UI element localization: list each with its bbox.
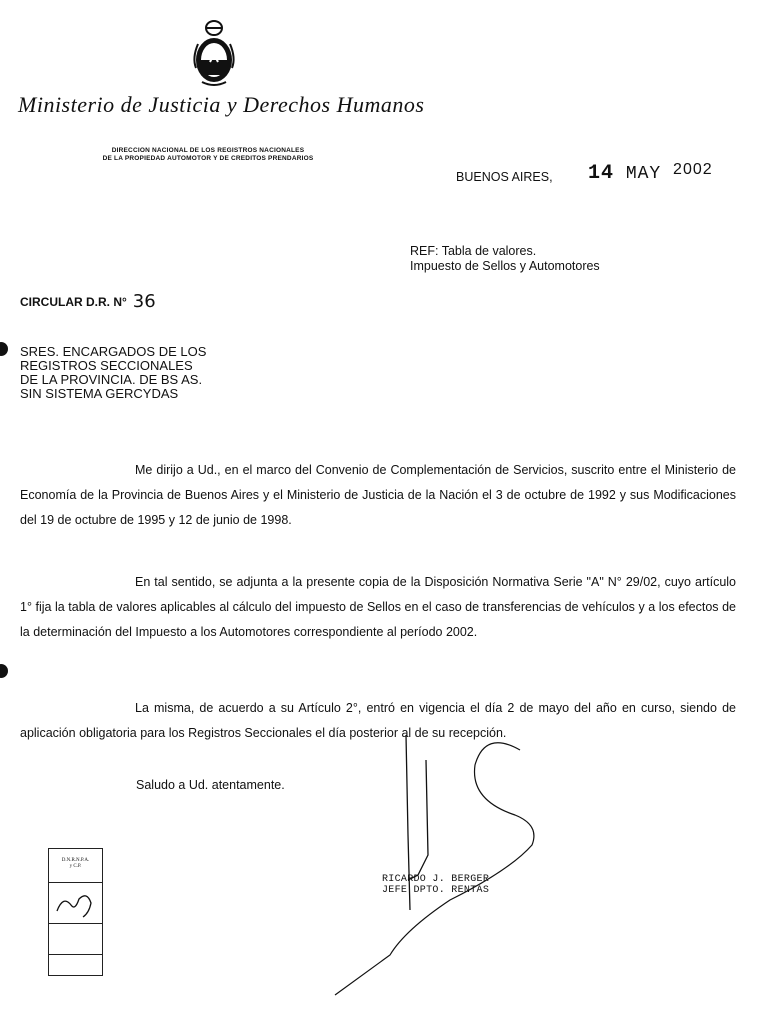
- date-year: 2002: [673, 161, 713, 178]
- punch-hole-mark: [0, 342, 8, 356]
- registry-stamp-box: [48, 848, 103, 976]
- reference-line-1: REF: Tabla de valores.: [410, 244, 537, 258]
- reference: [410, 244, 600, 274]
- direccion-nacional: [58, 147, 358, 163]
- paragraph-2: En tal sentido, se adjunta a la presente copia de la Disposición Normativa Serie "A" N° 29/02, cuyo artículo 1° fija la tabla de valores aplicables al cálculo del impuesto de Sellos en el caso de transferencias de vehículos y a los efectos de la determinación del Impuesto a los Automotores correspondiente al período 2002.: [20, 575, 736, 639]
- date-month: MAY: [625, 164, 662, 184]
- place-label: BUENOS AIRES,: [456, 170, 553, 184]
- direccion-line-1: DIRECCION NACIONAL DE LOS REGISTROS NACIONALES: [111, 147, 305, 154]
- coat-of-arms-seal: [188, 18, 240, 88]
- stamp-box-cell: [49, 924, 102, 955]
- circular-handwritten-number: 36: [132, 291, 156, 312]
- circular-label: CIRCULAR D.R. N°: [20, 295, 127, 309]
- date-day: 14: [588, 162, 615, 185]
- handwritten-initials: [49, 883, 99, 923]
- addressee-line-2: REGISTROS SECCIONALES: [20, 358, 193, 373]
- paragraph-3: La misma, de acuerdo a su Artículo 2°, entró en vigencia el día 2 de mayo del año en curso, siendo de aplicación obligatoria para los Registros Seccionales el día posterior al de su recepción.: [20, 701, 736, 740]
- addressee-line-1: SRES. ENCARGADOS DE LOS: [20, 344, 207, 359]
- signer-name: RICARDO J. BERGER: [382, 874, 490, 885]
- handwritten-signature: [300, 705, 580, 1005]
- signer-title: JEFE DPTO. RENTAS: [382, 885, 490, 896]
- stamp-box-initials-cell: [49, 883, 102, 924]
- punch-hole-mark: [0, 664, 8, 678]
- stamp-box-line-2: y C.P.: [69, 864, 82, 869]
- addressee-line-3: DE LA PROVINCIA. DE BS AS.: [20, 372, 203, 387]
- stamp-box-line-1: D.N.R.N.P.A.: [61, 858, 90, 863]
- addressee-line-4: SIN SISTEMA GERCYDAS: [20, 386, 179, 401]
- reference-line-2: Impuesto de Sellos y Automotores: [410, 259, 600, 273]
- circular-number: [20, 290, 156, 311]
- addressee: [20, 345, 206, 401]
- date-stamp: [588, 162, 713, 185]
- closing-salute: Saludo a Ud. atentamente.: [136, 778, 285, 792]
- paragraph-1: Me dirijo a Ud., en el marco del Convenio de Complementación de Servicios, suscrito entre el Ministerio de Economía de la Provincia de Buenos Aires y el Ministerio de Justicia de la Nación el 3 de octubre de 1992 y sus Modificaciones del 19 de octubre de 1995 y 12 de junio de 1998.: [20, 463, 736, 527]
- stamp-box-header: [49, 849, 102, 883]
- ministry-name: Ministerio de Justicia y Derechos Humanos: [18, 92, 425, 117]
- direccion-line-2: DE LA PROPIEDAD AUTOMOTOR Y DE CREDITOS PRENDARIOS: [102, 155, 314, 162]
- signer-block: [382, 874, 489, 896]
